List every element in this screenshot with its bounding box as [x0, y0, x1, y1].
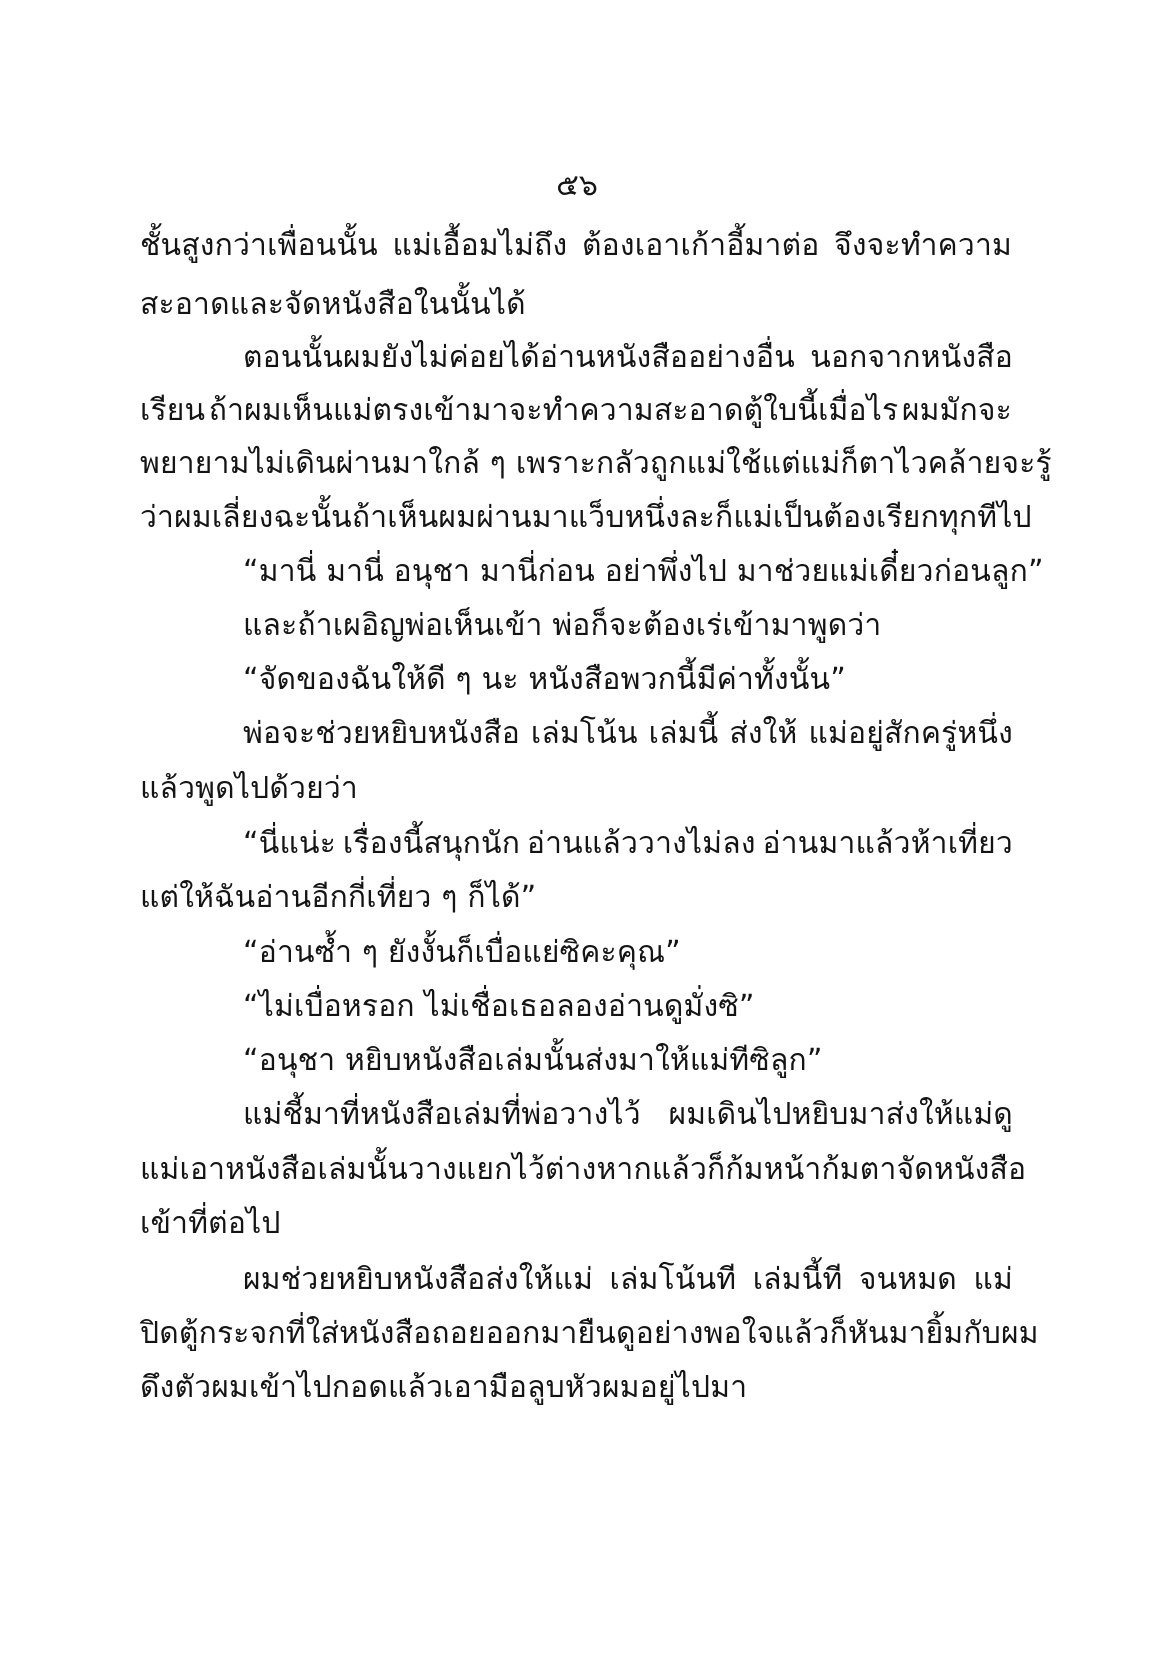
text-segment: แล้วพูดไปด้วยว่า — [140, 771, 358, 806]
text-line — [243, 336, 1013, 380]
text-line — [243, 658, 846, 702]
text-line — [140, 442, 1052, 486]
text-segment: “ไม่เบื่อหรอก ไม่เชื่อเธอลองอ่านดูมั่งซิ” — [243, 989, 755, 1024]
text-line — [243, 1093, 1013, 1137]
text-segment: ต้องเอาเก้าอี้มาต่อ — [582, 228, 820, 263]
text-segment: ปิดตู้กระจกที่ใส่หนังสือ — [140, 1316, 432, 1351]
text-segment: แต่ให้ฉันอ่านอีกกี่เที่ยว ๆ ก็ได้” — [140, 880, 537, 915]
text-segment: คล้ายจะรู้ — [927, 446, 1052, 481]
text-segment: “มานี่ มานี่ อนุชา มานี่ก่อน อย่าพึ่งไป มาช่วยแม่เดี๋ยวก่อนลูก” — [243, 554, 1044, 589]
text-segment: แม่ชี้มาที่หนังสือเล่มที่พ่อวางไว้ — [243, 1097, 641, 1132]
text-segment: พยายามไม่เดินผ่านมาใกล้ ๆ เพราะกลัวถูกแม่ใช้ — [140, 446, 762, 481]
text-segment: ผมเดินไปหยิบมาส่งให้แม่ดู — [668, 1097, 1013, 1132]
text-segment: เข้าที่ต่อไป — [140, 1206, 281, 1241]
text-line — [243, 931, 681, 975]
text-line — [140, 1366, 747, 1410]
page-number: ๕๖ — [556, 168, 598, 203]
text-line — [140, 389, 1012, 433]
text-segment: จนหมด — [858, 1262, 957, 1297]
text-segment: แม่เอาหนังสือเล่มนั้นวางแยกไว้ต่างหาก — [140, 1152, 652, 1187]
text-segment: และถ้าเผอิญพ่อเห็นเข้า พ่อก็จะต้องเร่เข้ามาพูดว่า — [243, 608, 882, 643]
text-segment: เล่มโน้นที — [609, 1262, 737, 1297]
text-line — [140, 224, 1012, 268]
text-segment: จึงจะทำความ — [834, 228, 1012, 263]
text-segment: อ่านแล้ววางไม่ลง — [526, 826, 756, 861]
text-line — [243, 1258, 1013, 1302]
text-segment: แล้วก็ก้มหน้าก้มตาจัดหนังสือ — [651, 1152, 1027, 1187]
text-segment: พ่อจะช่วยหยิบหนังสือ — [243, 716, 520, 751]
text-segment: ตอนนั้นผมยังไม่ค่อยได้อ่านหนังสืออย่างอื่น — [243, 340, 795, 375]
text-segment: เล่มนี้ — [648, 716, 719, 751]
text-segment: แม่เอื้อมไม่ถึง — [392, 228, 568, 263]
text-line — [243, 822, 1013, 866]
text-line — [243, 604, 881, 648]
text-line — [243, 1039, 823, 1083]
text-line — [140, 496, 1032, 540]
text-line — [243, 985, 755, 1029]
text-segment: สะอาดและจัดหนังสือในนั้นได้ — [140, 287, 526, 322]
text-segment: ผมมักจะ — [901, 393, 1012, 428]
text-segment: “อนุชา หยิบหนังสือเล่มนั้นส่งมาให้แม่ทีซิลูก” — [243, 1043, 823, 1078]
text-segment: ผมช่วยหยิบหนังสือส่งให้แม่ — [243, 1262, 594, 1297]
text-segment: ชั้นสูงกว่าเพื่อนนั้น — [140, 228, 378, 263]
text-line — [140, 1202, 281, 1246]
text-line — [243, 550, 1044, 594]
text-line — [140, 283, 526, 327]
text-segment: เล่มโน้น — [530, 716, 638, 751]
text-line — [140, 1312, 1039, 1356]
text-segment: ถ้าเห็นผมผ่านมาแว็บหนึ่งละก็แม่เป็นต้องเรียกทุกทีไป — [351, 500, 1032, 535]
text-segment: อ่านมาแล้วห้าเที่ยว — [762, 826, 1013, 861]
text-segment: แล้วก็หันมายิ้มกับผม — [774, 1316, 1039, 1351]
text-segment: “นี่แน่ะ — [243, 826, 337, 861]
text-segment: ฉะนั้น — [273, 500, 352, 535]
text-segment: เล่มนี้ที — [752, 1262, 843, 1297]
text-segment: ส่งให้ — [729, 716, 798, 751]
text-segment: แต่แม่ก็ตาไว — [761, 446, 928, 481]
text-segment: ถ้าผมเห็นแม่ตรงเข้ามาจะทำความสะอาดตู้ใบนี้เมื่อไร — [208, 393, 899, 428]
text-line — [140, 767, 358, 811]
text-segment: ว่าผมเลี่ยง — [140, 500, 274, 535]
text-line — [140, 876, 536, 920]
text-segment: ถอยออกมายืนดูอย่างพอใจ — [431, 1316, 775, 1351]
text-segment: “อ่านซ้ำ ๆ ยังงั้นก็เบื่อแย่ซิคะคุณ” — [243, 935, 681, 970]
text-segment: นอกจากหนังสือ — [810, 340, 1013, 375]
text-line — [140, 1148, 1027, 1192]
text-segment: เรียน — [140, 393, 206, 428]
text-segment: แม่ — [973, 1262, 1013, 1297]
text-segment: ดึงตัวผมเข้าไปกอดแล้วเอามือลูบหัวผมอยู่ไปมา — [140, 1370, 748, 1405]
text-line — [243, 712, 1013, 756]
text-segment: “จัดของฉันให้ดี ๆ นะ หนังสือพวกนี้มีค่าทั้งนั้น” — [243, 662, 846, 697]
text-segment: เรื่องนี้สนุกนัก — [342, 826, 521, 861]
text-segment: แม่อยู่สักครู่หนึ่ง — [808, 716, 1013, 751]
